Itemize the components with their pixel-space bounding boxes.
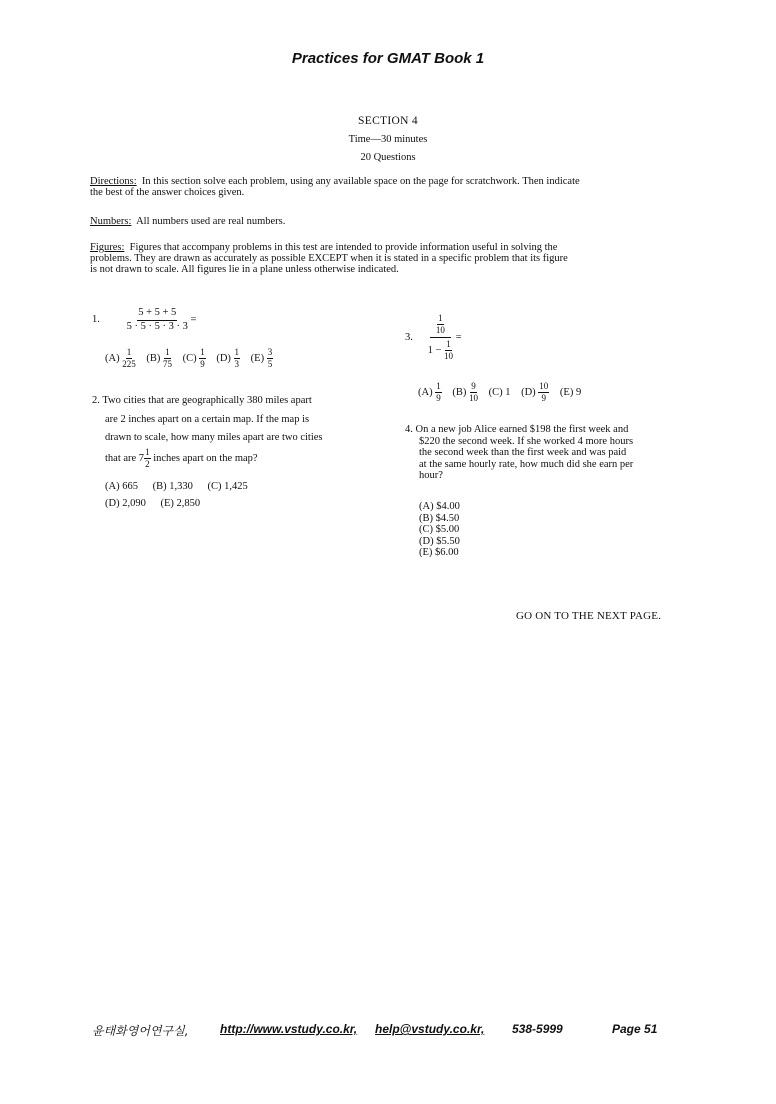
answer-choice[interactable]: (B) 1,330 bbox=[152, 481, 193, 492]
answer-choice[interactable]: (C) 1,425 bbox=[207, 481, 248, 492]
figures-text-line2: problems. They are drawn as accurately as possible EXCEPT when it is stated in a specific problem that its figure bbox=[90, 253, 568, 264]
answer-choice[interactable]: (E) $\frac{3}{5}$ bbox=[250, 347, 273, 369]
footer-phone: 538-5999 bbox=[512, 1022, 563, 1036]
question-1-denominator: 5 · 5 · 5 · 3 · 3 bbox=[126, 320, 188, 332]
question-1-equals: = bbox=[190, 314, 197, 326]
footer-url[interactable]: http://www.vstudy.co.kr, bbox=[220, 1022, 358, 1036]
answer-choice[interactable]: (E) 2,850 bbox=[160, 498, 201, 509]
answer-choice[interactable]: (D) $5.50 bbox=[419, 535, 460, 547]
question-1-numerator: 5 + 5 + 5 bbox=[137, 308, 177, 321]
question-4-number: 4. bbox=[405, 424, 413, 435]
question-3-number: 3. bbox=[405, 332, 413, 343]
section-time: Time—30 minutes bbox=[348, 134, 428, 145]
footer-email[interactable]: help@vstudy.co.kr, bbox=[375, 1022, 485, 1036]
answer-choice[interactable]: (A) $\frac{1}{225}$ bbox=[105, 347, 136, 369]
numbers-label: Numbers: bbox=[90, 216, 132, 227]
figures-label: Figures: bbox=[90, 242, 125, 253]
question-1 bbox=[92, 308, 196, 332]
footer-org: 윤태화영어연구실, bbox=[92, 1024, 189, 1038]
question-1-expression bbox=[127, 308, 188, 332]
answer-choice[interactable]: (B) $\frac{9}{10}$ bbox=[452, 381, 478, 403]
numbers-text: All numbers used are real numbers. bbox=[136, 216, 286, 227]
section-question-count: 20 Questions bbox=[360, 152, 416, 163]
answer-choice[interactable]: (A) 665 bbox=[105, 481, 138, 492]
answer-choice[interactable]: (C) $5.00 bbox=[419, 524, 460, 535]
answer-choice[interactable]: (A) $4.00 bbox=[419, 501, 460, 512]
answer-choice[interactable]: (D) 2,090 bbox=[105, 498, 146, 509]
directions-label: Directions: bbox=[90, 176, 137, 187]
figures-text-line3: is not drawn to scale. All figures lie in a plane unless otherwise indicated. bbox=[90, 264, 399, 275]
question-2: 2. Two cities that are geographically 380 miles apart are 2 inches apart on a certain map. If the map is drawn to scale, how many miles apart are two cities that are 7 $\frac{1}{2}$ inches apart on the map? bbox=[92, 395, 323, 469]
directions-paragraph bbox=[90, 176, 682, 198]
figures-paragraph bbox=[90, 242, 682, 275]
question-3-equals: = bbox=[455, 332, 462, 343]
directions-text-line1: In this section solve each problem, using any available space on the page for scratchwork. Then indicate bbox=[141, 176, 580, 187]
footer-page-number: Page 51 bbox=[612, 1022, 658, 1036]
question-3-complex-fraction: $\frac{1}{10}$ 1 − $\frac{1}{10}$ bbox=[427, 313, 454, 361]
mixed-number-fraction: $\frac{1}{2}$ bbox=[145, 446, 150, 469]
question-2-number: 2. bbox=[92, 395, 100, 406]
go-on-notice: GO ON TO THE NEXT PAGE. bbox=[516, 610, 662, 622]
section-title: SECTION 4 bbox=[358, 115, 418, 127]
directions-text-line2: the best of the answer choices given. bbox=[90, 187, 245, 198]
answer-choice[interactable]: (B) $\frac{1}{75}$ bbox=[146, 347, 172, 369]
question-4: 4. On a new job Alice earned $198 the first week and $220 the second week. If she worked 4 more hours the second week than the first week and was paid at the same hourly rate, how much did she earn per hour? bbox=[405, 424, 634, 481]
question-1-choices bbox=[105, 348, 281, 369]
answer-choice[interactable]: (B) $4.50 bbox=[419, 512, 460, 524]
answer-choice[interactable]: (C) $\frac{1}{9}$ bbox=[182, 347, 205, 369]
question-2-choices-row2 bbox=[105, 498, 208, 509]
answer-choice[interactable]: (E) $6.00 bbox=[419, 547, 459, 558]
question-2-choices-row1 bbox=[105, 481, 256, 492]
question-3 bbox=[405, 314, 462, 361]
question-3-choices bbox=[418, 382, 589, 403]
answer-choice[interactable]: (C) 1 bbox=[488, 386, 511, 398]
answer-choice[interactable]: (D) $\frac{1}{3}$ bbox=[216, 347, 240, 369]
numbers-paragraph bbox=[90, 216, 682, 227]
question-1-number: 1. bbox=[92, 314, 100, 326]
figures-text-line1: Figures that accompany problems in this test are intended to provide information useful in solving the bbox=[129, 242, 558, 253]
answer-choice[interactable]: (A) $\frac{1}{9}$ bbox=[418, 381, 441, 403]
page-header-title: Practices for GMAT Book 1 bbox=[291, 50, 485, 67]
answer-choice[interactable]: (E) 9 bbox=[559, 386, 582, 398]
question-4-choices bbox=[419, 501, 460, 559]
answer-choice[interactable]: (D) $\frac{10}{9}$ bbox=[521, 381, 549, 403]
